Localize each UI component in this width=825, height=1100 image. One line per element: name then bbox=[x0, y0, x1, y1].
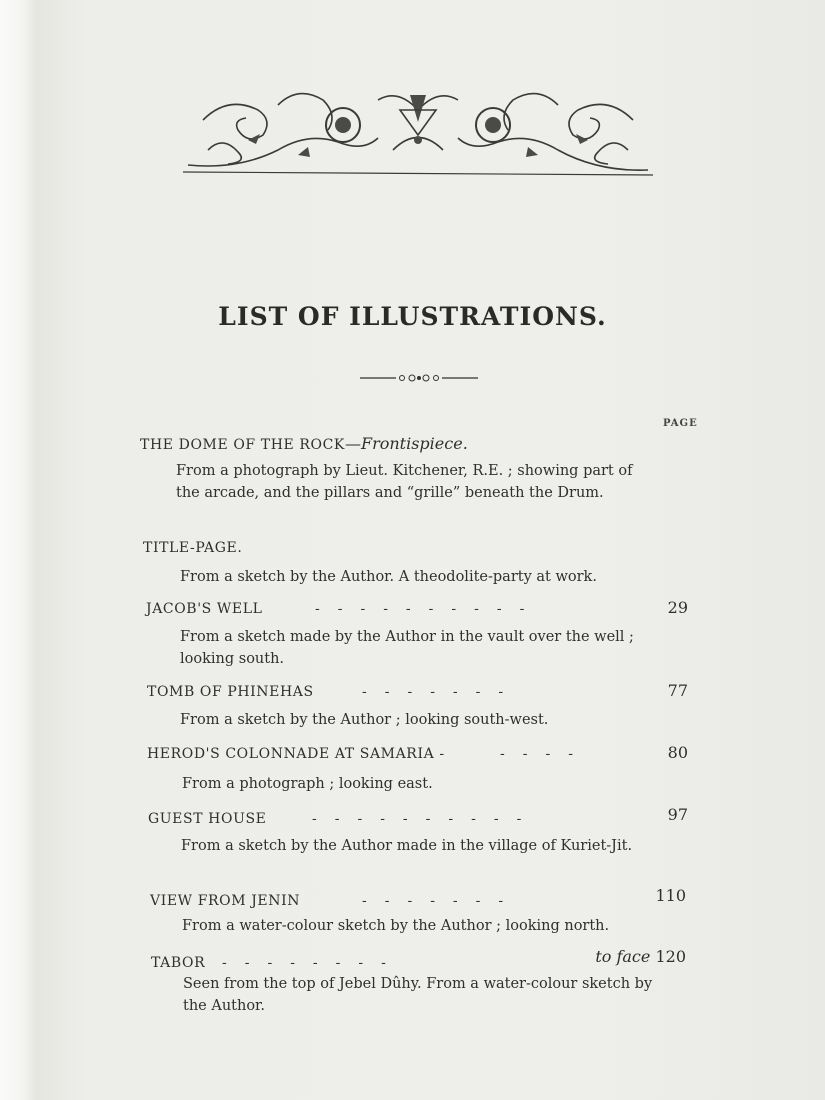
entry-heading: TABOR bbox=[151, 955, 206, 971]
leader-dots: ---------- bbox=[315, 601, 543, 617]
entry-heading: JACOB'S WELL bbox=[146, 601, 263, 617]
entry-description: From a photograph by Lieut. Kitchener, R.E. ; showing part of the arcade, and the pillars and “grille” beneath the Drum. bbox=[176, 463, 633, 501]
page-column-label: PAGE bbox=[663, 418, 698, 429]
entry-description: From a sketch by the Author ; looking south-west. bbox=[180, 712, 549, 728]
entry-description: From a photograph ; looking east. bbox=[182, 776, 433, 792]
entry-heading bbox=[140, 434, 468, 453]
entry-description: From a sketch by the Author made in the village of Kuriet-Jit. bbox=[181, 838, 633, 854]
entry-title: THE DOME OF THE ROCK bbox=[140, 437, 345, 453]
page-number-value: 120 bbox=[655, 947, 686, 966]
entry-title-italic: —Frontispiece. bbox=[344, 434, 468, 453]
entry-description: From a water-colour sketch by the Author ; looking north. bbox=[182, 918, 610, 934]
entry-heading: GUEST HOUSE bbox=[148, 811, 267, 827]
entry-page-number: 29 bbox=[667, 598, 688, 617]
entry-page-number bbox=[546, 947, 686, 966]
entry-description: From a sketch by the Author. A theodolite-party at work. bbox=[180, 569, 597, 585]
leader-dots: -------- bbox=[222, 955, 404, 971]
leader-dots: ------- bbox=[362, 684, 522, 700]
entry-page-number: 97 bbox=[667, 805, 688, 824]
entry-heading: HEROD'S COLONNADE AT SAMARIA - bbox=[147, 746, 445, 762]
leader-dots: ------- bbox=[362, 893, 522, 909]
entry-page-number: 110 bbox=[655, 886, 686, 905]
entry-page-number: 80 bbox=[667, 743, 688, 762]
entry-heading: TOMB OF PHINEHAS bbox=[147, 684, 314, 700]
entry-heading: VIEW FROM JENIN bbox=[150, 893, 301, 909]
entry-description: Seen from the top of Jebel Dûhy. From a water-colour sketch by the Author. bbox=[183, 976, 653, 1014]
entry-heading: TITLE-PAGE. bbox=[143, 540, 243, 556]
leader-dots: ---- bbox=[500, 746, 591, 762]
leader-dots: ---------- bbox=[312, 811, 540, 827]
page-title: LIST OF ILLUSTRATIONS. bbox=[218, 302, 607, 331]
entry-page-number: 77 bbox=[667, 681, 688, 700]
to-face-label: to face bbox=[595, 947, 651, 966]
entry-description: From a sketch made by the Author in the vault over the well ; looking south. bbox=[180, 629, 634, 667]
